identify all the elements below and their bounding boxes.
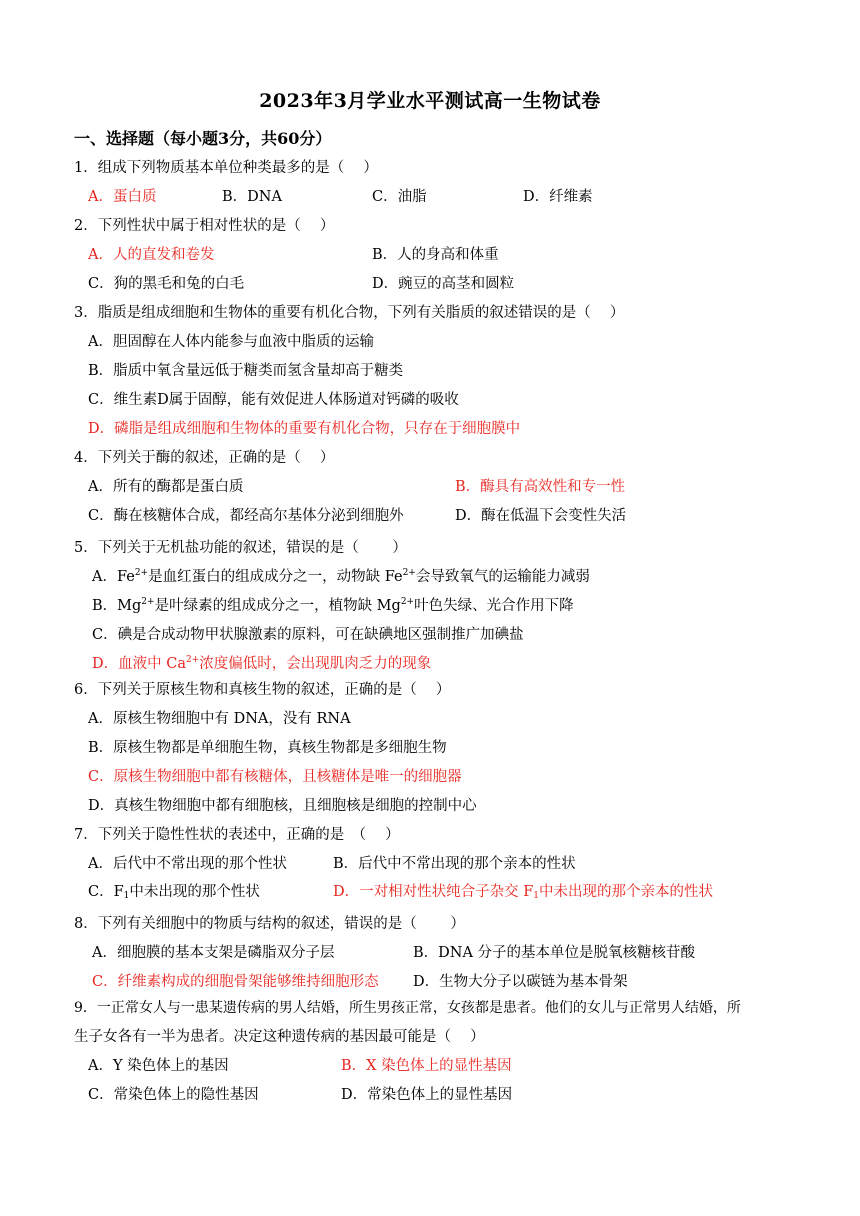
q9-option-c: C．常染色体上的隐性基因 bbox=[88, 1087, 259, 1103]
q8-stem: 8．下列有关细胞中的物质与结构的叙述，错误的是（ ） bbox=[74, 916, 465, 932]
q8-option-c: C．纤维素构成的细胞骨架能够维持细胞形态 bbox=[92, 974, 379, 990]
q4-option-c: C．酶在核糖体合成，都经高尔基体分泌到细胞外 bbox=[88, 508, 404, 524]
q8-option-b: B．DNA 分子的基本单位是脱氧核糖核苷酸 bbox=[413, 945, 696, 961]
q1-option-c: C．油脂 bbox=[372, 189, 427, 205]
q6-option-b: B．原核生物都是单细胞生物，真核生物都是多细胞生物 bbox=[88, 740, 447, 756]
q2-option-d: D．豌豆的高茎和圆粒 bbox=[372, 276, 515, 292]
q1-option-b: B．DNA bbox=[222, 189, 282, 205]
q7-option-b: B．后代中不常出现的那个亲本的性状 bbox=[333, 856, 576, 872]
q4-option-a: A．所有的酶都是蛋白质 bbox=[88, 479, 244, 495]
q5-stem: 5．下列关于无机盐功能的叙述，错误的是（ ） bbox=[74, 540, 407, 556]
q2-option-b: B．人的身高和体重 bbox=[372, 247, 499, 263]
q8-option-d: D．生物大分子以碳链为基本骨架 bbox=[413, 974, 628, 990]
q7-stem: 7．下列关于隐性性状的表述中，正确的是 （ ） bbox=[74, 827, 400, 843]
q7-option-a: A．后代中不常出现的那个性状 bbox=[88, 856, 287, 872]
q3-option-c: C．维生素D属于固醇，能有效促进人体肠道对钙磷的吸收 bbox=[88, 392, 459, 408]
q1-option-a: A．蛋白质 bbox=[88, 189, 157, 205]
q9-option-a: A．Y 染色体上的基因 bbox=[88, 1058, 229, 1074]
q1-stem: 1．组成下列物质基本单位种类最多的是（ ） bbox=[74, 160, 378, 176]
q5-option-a: A．$Fe^{2+}$是血红蛋白的组成成分之一，动物缺 $Fe^{2+}$会导致氧气的运输能力减弱 bbox=[92, 568, 590, 585]
exam-title: 2023年3月学业水平测试高一生物试卷 bbox=[259, 90, 601, 112]
q9-stem-line1: 9．一正常女人与一患某遗传病的男人结婚，所生男孩正常，女孩都是患者。他们的女儿与正常男人结婚，所 bbox=[74, 1000, 741, 1016]
q3-stem: 3．脂质是组成细胞和生物体的重要有机化合物，下列有关脂质的叙述错误的是（ ） bbox=[74, 305, 625, 321]
q3-option-a: A．胆固醇在人体内能参与血液中脂质的运输 bbox=[88, 334, 374, 350]
q6-option-d: D．真核生物细胞中都有细胞核，且细胞核是细胞的控制中心 bbox=[88, 798, 477, 814]
q2-option-c: C．狗的黑毛和兔的白毛 bbox=[88, 276, 245, 292]
q2-option-a: A．人的直发和卷发 bbox=[88, 247, 215, 263]
q7-option-d: D．一对相对性状纯合子杂交 $F_1$中未出现的那个亲本的性状 bbox=[333, 884, 714, 901]
q7-option-c: C．$F_1$中未出现的那个性状 bbox=[88, 884, 260, 901]
q9-option-d: D．常染色体上的显性基因 bbox=[341, 1087, 513, 1103]
q6-option-a: A．原核生物细胞中有 DNA，没有 RNA bbox=[88, 711, 351, 727]
q6-option-c: C．原核生物细胞中都有核糖体，且核糖体是唯一的细胞器 bbox=[88, 769, 462, 785]
q1-option-d: D．纤维素 bbox=[523, 189, 593, 205]
q2-stem: 2．下列性状中属于相对性状的是（ ） bbox=[74, 218, 335, 234]
q4-option-b: B．酶具有高效性和专一性 bbox=[455, 479, 626, 495]
q3-option-b: B．脂质中氧含量远低于糖类而氢含量却高于糖类 bbox=[88, 363, 404, 379]
q5-option-d: D．血液中 $Ca^{2+}$浓度偏低时，会出现肌肉乏力的现象 bbox=[92, 655, 432, 672]
q4-stem: 4．下列关于酶的叙述，正确的是（ ） bbox=[74, 450, 335, 466]
q8-option-a: A．细胞膜的基本支架是磷脂双分子层 bbox=[92, 945, 335, 961]
q6-stem: 6．下列关于原核生物和真核生物的叙述，正确的是（ ） bbox=[74, 682, 451, 698]
q4-option-d: D．酶在低温下会变性失活 bbox=[455, 508, 627, 524]
q5-option-c: C．碘是合成动物甲状腺激素的原料，可在缺碘地区强制推广加碘盐 bbox=[92, 627, 524, 643]
q3-option-d: D．磷脂是组成细胞和生物体的重要有机化合物，只存在于细胞膜中 bbox=[88, 421, 521, 437]
section-heading: 一、选择题（每小题3分，共60分） bbox=[74, 129, 332, 148]
q9-stem-line2: 生子女各有一半为患者。决定这种遗传病的基因最可能是（ ） bbox=[74, 1029, 485, 1045]
q5-option-b: B．$Mg^{2+}$是叶绿素的组成成分之一，植物缺 $Mg^{2+}$叶色失绿、光合作用下降 bbox=[92, 597, 574, 614]
q9-option-b: B．X 染色体上的显性基因 bbox=[341, 1058, 512, 1074]
